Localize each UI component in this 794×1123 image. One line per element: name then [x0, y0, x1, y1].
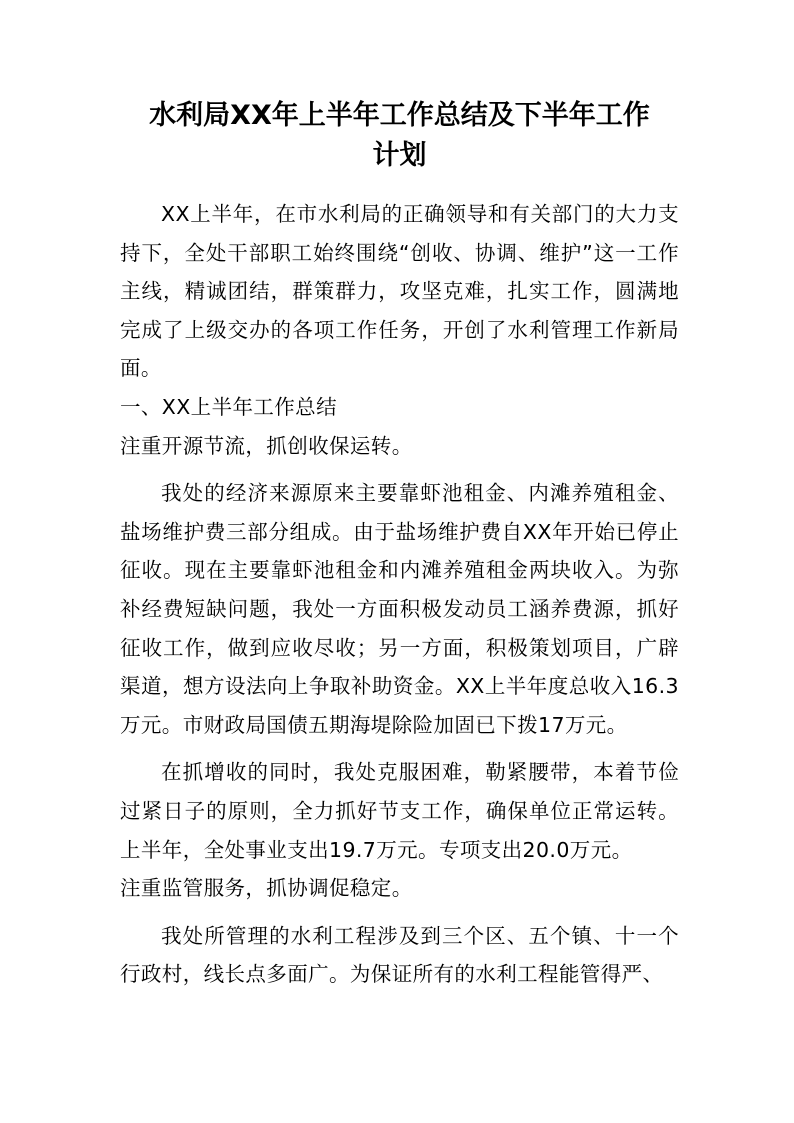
revenue-paragraph: 我处的经济来源原来主要靠虾池租金、内滩养殖租金、盐场维护费三部分组成。由于盐场维护费自XX年开始已停止征收。现在主要靠虾池租金和内滩养殖租金两块收入。为弥补经费短缺问题，我处一方面积极发动员工涵养费源，抓好征收工作，做到应收尽收；另一方面，积极策划项目，广辟渠道，想方设法向上争取补助资金。XX上半年度总收入16.3万元。市财政局国债五期海堤除险加固已下拨17万元。: [120, 481, 679, 737]
title-line-2: 计划: [372, 140, 427, 171]
section-heading: 一、XX上半年工作总结: [120, 394, 337, 419]
expenditure-paragraph: 在抓增收的同时，我处克服困难，勒紧腰带，本着节俭过紧日子的原则，全力抓好节支工作，确保单位正常运转。上半年，全处事业支出19.7万元。专项支出20.0万元。: [120, 760, 679, 862]
intro-paragraph: XX上半年，在市水利局的正确领导和有关部门的大力支持下，全处干部职工始终围绕“创收、协调、维护”这一工作主线，精诚团结，群策群力，攻坚克难，扎实工作，圆满地完成了上级交办的各项工作任务，开创了水利管理工作新局面。: [120, 202, 679, 381]
subheading-revenue: 注重开源节流，抓创收保运转。: [120, 433, 413, 458]
supervision-paragraph: 我处所管理的水利工程涉及到三个区、五个镇、十一个行政村，线长点多面广。为保证所有的水利工程能管得严、: [120, 923, 679, 987]
title-line-1: 水利局XX年上半年工作总结及下半年工作: [149, 100, 650, 131]
subheading-supervision: 注重监管服务，抓协调促稳定。: [120, 876, 413, 901]
document-title: [120, 96, 679, 176]
document-body: [120, 195, 679, 994]
